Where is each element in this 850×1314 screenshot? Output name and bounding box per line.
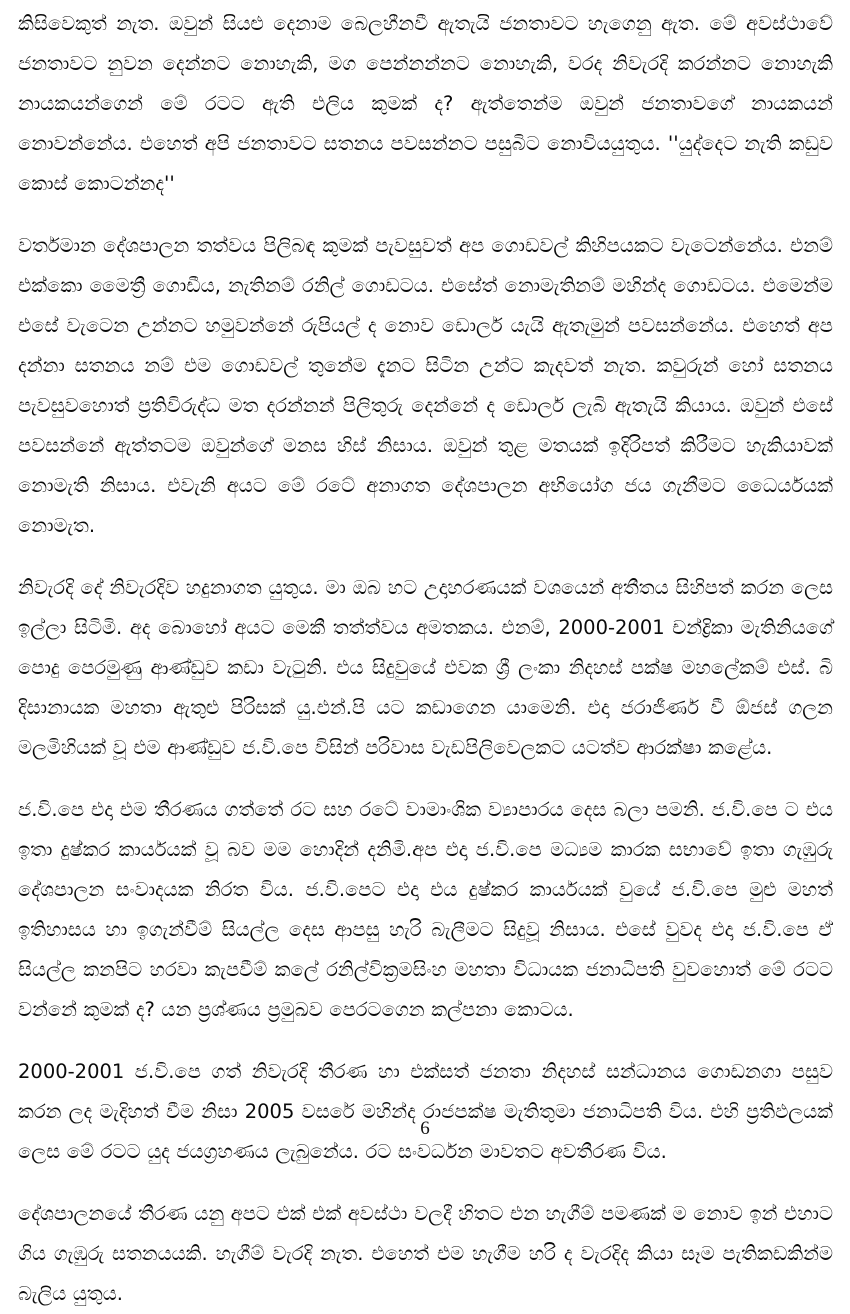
page-number: 6 [420,1118,430,1139]
paragraph-4: ජ.වි.පෙ එදා එම තීරණය ගත්තේ රට සහ රටේ වාමාංශික ව්‍යාපාරය දෙස බලා පමනි. ජ.වි.පෙ ට එය ඉතා දුෂ්කර කාර්යයක් වූ බව මම හොදින් දනිමි.අප එදා ජ.වි.පෙ මධ්‍යම කාරක සභාවේ ඉතා ගැඹුරු දේශපාලන සංවාදයක නිරත විය. ජ.වි.පෙට එදා එය දුෂ්කර කාර්යයක් වුයේ ජ.වි.පෙ මුළු මහත් ඉතිහාසය හා ඉගැන්වීම් සියල්ල දෙස ආපසු හැරි බැලීමට සිදුවූ නිසාය. එසේ වුවද එදා ජ.වි.පෙ ඒ සියල්ල කනපිට හරවා කැපවීම් කලේ රනිල්වික්‍රමසිංහ මහතා විධායක ජනාධිපති වුවහොත් මේ රටට වන්නේ කුමක් ද? යන ප්‍රශ්ණය ප්‍රමුඛව පෙරටගෙන කල්පනා කොටය. [18,798,833,1021]
paragraph-2: වර්තමාන දේශපාලන තත්වය පිලිබඳ කුමක් පැවසුවත් අප ගොඩවල් කිහිපයකට වැටෙන්නේය. එනම් එක්කො මෛත්‍රී ගොඩීය, නැතිනම් රනිල් ගොඩටය. එසේත් නොමැතිනම් මහින්ද ගොඩටය. එමෙන්ම එසේ වැටෙන උන්නට හමුවන්නේ රුපියල් ද නොව ඩොලර් යැයි ඇතැමුන් පවසන්නේය. එහෙත් අප දන්නා සතනය නම් එම ගොඩවල් තුනේම දැනට සිටින උන්ට කැදවත් නැත. කවුරුන් හෝ සතනය පැවසුවහොත් ප්‍රතිවිරුද්ධ මත දරන්නන් පිලිතුරු දෙන්නේ ද ඩොලර් ලැබි ඇතැයි කියාය. ඔවුන් එසේ පවසන්නේ ඇත්තටම ඔවුන්ගේ මනස හිස් නිසාය. ඔවුන් තුළ මතයක් ඉදිරිපත් කිරීමට හැකියාවක් නොමැති නිසාය. එවැනි අයට මේ රටේ අනාගත දේශපාලන අභියෝග ජය ගැනීමට ධෛර්යයක් නොමැත. [18,234,833,537]
paragraph-3: නිවැරදි දේ නිවැරදිව හදුනාගත යුතුය. මා ඔබ හට උදාහරණයක් වශයෙන් අතීතය සිහිපත් කරන ලෙස ඉල්ලා සිටිමි. අද බොහෝ අයට මෙකී තත්ත්වය අමතකය. එනම්, 2000-2001 චන්ද්‍රිකා මැතිනියගේ පොදු පෙරමුණු ආණ්ඩුව කඩා වැටුනි. එය සිදුවුයේ එවක ශ්‍රී ලංකා නිදහස් පක්ෂ මහලේකම් එස්. බි දිසානායක මහතා ඇතුළු පිරිසක් යු.එන්.පි යට කඩාගෙන යාමෙනි. එදා ජරාජීර්ණ වී ඕජස් ගලන මලමිහියක් වූ එම ආණ්ඩුව ජ.වි.පෙ විසින් පරිවාස වැඩපිලිවෙලකට යටත්ව ආරක්ෂා කළේය. [18,576,833,759]
paragraph-6: දේශපාලනයේ තීරණ යනු අපට එක් එක් අවස්ථා වලදී හිතට එන හැගීම් පමණක් ම නොව ඉන් එහාට ගිය ගැඹුරු සතනයයකි. හැගීම් වැරදි නැත. එහෙත් එම හැගීම හරි ද වැරදිද කියා සෑම පැතිකඩකින්ම බැලිය යුතුය. [18,1202,833,1305]
paragraph-5: 2000-2001 ජ.වි.පෙ ගත් නිවැරදි තීරණ හා එක්සත් ජනතා නිදහස් සන්ධානය ගොඩනගා පසුව කරන ලද මැදිහත් වීම නිසා 2005 වසරේ මහින්ද රාජපක්ෂ මැතිතුමා ජනාධිපති විය. එහි ප්‍රතිඵලයක් ලෙස මේ රටට යුද ජයග්‍රහණය ලැබුනේය. රට සංවර්ධන මාවතට අවතීරණ විය. [18,1060,833,1163]
paragraph-1: කිසිවෙකුත් නැත. ඔවුන් සියළු දෙනාම බෙලහීනවී ඇතැයි ජනතාවට හැගෙනු ඇත. මේ අවස්ථාවේ ජනතාවට නුවන දෙන්නට නොහැකි, මග පෙන්නන්නට නොහැකි, වරද නිවැරදි කරන්නට නොහැකි නායකයන්ගෙන් මේ රටට ඇති එලිය කුමක් ද? ඇත්තෙන්ම ඔවුන් ජනතාවගේ නායකයන් නොවන්නේය. එහෙත් අපි ජනතාවට සතනය පවසන්නට පසුබිට නොවියයුතුය. ''යුද්දෙට නැති කඩුව කොස් කොටන්නද'' [18,12,833,195]
